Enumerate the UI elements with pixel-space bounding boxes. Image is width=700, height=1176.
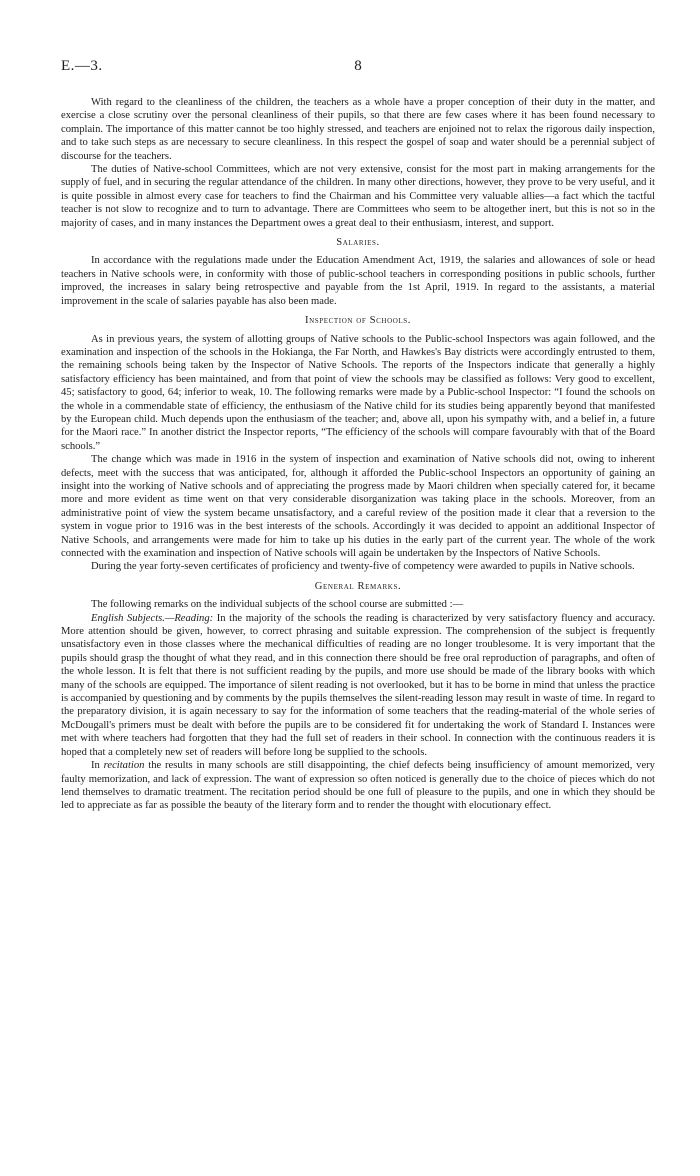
recitation-text: the results in many schools are still disappointing, the chief defects being insufficiency of amount memorized, very faulty memorization, and lack of expression. The want of expression so often noticed is generally due to the choice of pieces which do not lend themselves to dramatic treatment. The recitation period should be one full of pleasure to the pupils, and one in which they should be led to appreciate as far as possible the beauty of the literary form and to render the thought with elocutionary effect. (61, 760, 655, 812)
english-reading-text: In the majority of the schools the reading is characterized by very satisfactory fluency and accuracy. More attention should be given, however, to correct phrasing and suitable expression. The comprehension of the subject is frequently unsatisfactory even in those classes where the mechanical difficulties of reading are no longer troublesome. It is very important that the pupils should grasp the thought of what they read, and in this connection there should be free oral reproduction of paragraphs, and often of the whole lesson. It is felt that there is not sufficient reading by the pupils, and more use should be made of the library books with which many of the schools are equipped. The importance of silent reading is not overlooked, but it has to be borne in mind that unless the practice is accompanied by questioning and by comments by the pupils themselves the silent-reading lesson may result in waste of time. In regard to the preparatory division, it is again necessary to say for the information of some teachers that the reading-material of the whole series of McDougall's primers must be dealt with before the pupils are to be considered fit for undertaking the work of Standard I. Instances were met with where teachers had forgotten that they had the full set of readers in their school. In connection with the continuous readers it is hoped that a completely new set of readers will before long be supplied to the schools. (61, 612, 655, 758)
recitation-prefix: In (91, 760, 104, 772)
heading-general-remarks: General Remarks. (314, 580, 402, 592)
paragraph-recitation (61, 759, 655, 813)
paragraph-certificates: During the year forty-seven certificates of proficiency and twenty-five of competency were awarded to pupils in Native schools. (91, 561, 635, 573)
page-header (61, 58, 655, 88)
paragraph-general-intro: The following remarks on the individual subjects of the school course are submitted :— (91, 599, 464, 611)
paragraph-inspection-system: As in previous years, the system of allotting groups of Native schools to the Public-school Inspectors was again followed, and the examination and inspection of the schools in the Hokianga, the Far North, and Hawkes's Bay districts were accordingly entrusted to them, the remaining schools being taken by the Inspector of Native Schools. The reports of the Inspectors indicate that generally a highly satisfactory efficiency has been maintained, and from that point of view the schools may be classified as follows: Very good to excellent, 45; satisfactory to good, 64; inferior to weak, 10. The following remarks were made by a Public-school Inspector: “I found the schools on the whole in a commendable state of efficiency, the enthusiasm of the Native child for its studies being apparently beyond that manifested by the European child. Much depends upon the enthusiasm of the teacher; and, above all, upon his sympathy with, and a belief in, a future for the Maori race.” In another district the Inspector reports, “The efficiency of the schools will compare favourably with that of the Board schools.” (61, 333, 655, 452)
english-reading-label: English Subjects.—Reading: (91, 612, 214, 624)
recitation-label: recitation (103, 760, 145, 772)
heading-salaries: Salaries. (336, 237, 380, 249)
paragraph-salaries: In accordance with the regulations made under the Education Amendment Act, 1919, the salaries and allowances of sole or head teachers in Native schools were, in conformity with those of public-school teachers in corresponding positions in public schools, further improved, the increases in salary being retrospective and payable from the 1st April, 1919. In regard to the assistants, a material improvement in the scale of salaries payable has also been made. (61, 255, 655, 307)
paragraph-english-reading (61, 612, 655, 759)
paragraph-committees: The duties of Native-school Committees, which are not very extensive, consist for the most part in making arrangements for the supply of fuel, and in securing the regular attendance of the children. In many other directions, however, they prove to be very useful, and it is quite possible in almost every case for teachers to find the Chairman and his Committee very valuable allies—a fact which the tactful teacher is not slow to recognize and to turn to advantage. There are Committees who seem to be altogether inert, but this is not so in the majority of cases, and in many instances the Department owes a great deal to their enthusiasm, interest, and support. (61, 164, 655, 229)
paragraph-cleanliness: With regard to the cleanliness of the children, the teachers as a whole have a proper conception of their duty in the matter, and exercise a close scrutiny over the personal cleanliness of their pupils, so that there are few cases where it has been found necessary to complain. The importance of this matter cannot be too highly stressed, and teachers are enjoined not to relax the rigorous daily inspection, and to take such steps as are necessary to secure cleanliness. In this respect the gospel of soap and water should be a perennial subject of discourse for the teachers. (61, 97, 655, 162)
document-reference: E.—3. (61, 58, 103, 74)
paragraph-inspection-change: The change which was made in 1916 in the system of inspection and examination of Native schools did not, owing to inherent defects, meet with the success that was anticipated, for, although it afforded the Public-school Inspectors an opportunity of gaining an insight into the working of Native schools and of appreciating the progress made by Maori children when specially catered for, it became more and more evident as time went on that very considerable disorganization was taking place in the schools. Moreover, from an administrative point of view the system became unsatisfactory, and a careful review of the position made it clear that a reversion to the system in vogue prior to 1916 was in the best interests of the schools. Accordingly it was decided to appoint an additional Inspector of Native Schools, and arrangements were made for him to take up his duties in the early part of the current year. The whole of the work connected with the examination and inspection of Native schools will again be undertaken by the Inspectors of Native Schools. (61, 454, 655, 559)
document-body (61, 96, 655, 813)
page-number: 8 (354, 58, 362, 74)
document-page (61, 58, 655, 813)
heading-inspection: Inspection of Schools. (304, 315, 412, 327)
